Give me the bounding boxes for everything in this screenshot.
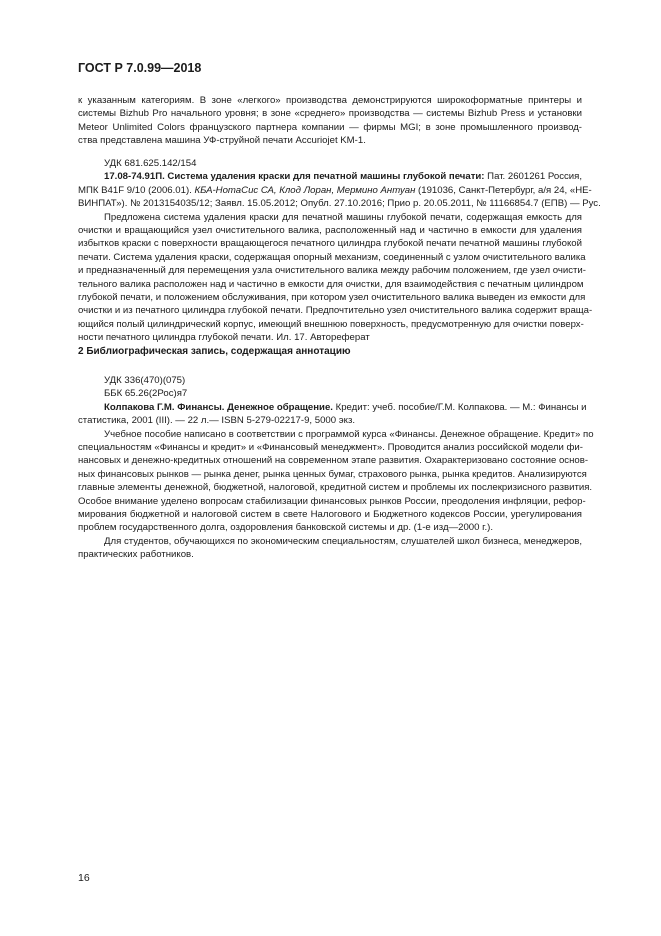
abstract-line: тельного валика расположен над и частично в емкости для очистки, для взаимодействия с печатным цилиндром xyxy=(78,278,584,290)
page-number: 16 xyxy=(78,872,90,884)
abstract-line: ющийся полый цилиндрический корпус, имеющий внешнюю поверхность, предусмотренную для очистки поверх- xyxy=(78,318,584,330)
record-1 xyxy=(78,157,601,344)
udc-code: УДК 681.625.142/154 xyxy=(104,158,197,169)
abstract-line: избытков краски с поверхности вращающегося печатного цилиндра глубокой печати печатной машины глубокой xyxy=(78,238,582,250)
text-line: Meteor Unlimited Colors французского партнера компании — фирмы MGI; в зоне промышленного производ- xyxy=(78,121,582,133)
abstract-line: Предложена система удаления краски для печатной машины глубокой печати, содержащая емкость для xyxy=(104,211,582,223)
record-imprint-line: статистика, 2001 (III). — 22 л.— ISBN 5-279-02217-9, 5000 экз. xyxy=(78,415,356,427)
record-imprint-line xyxy=(78,184,592,197)
record-imprint-line: ВИНПАТ»). № 2013154035/12; Заявл. 15.05.2012; Опубл. 27.10.2016; Прио р. 20.05.2011, № 11166854.7 (ЕПВ) — Рус. xyxy=(78,198,601,210)
record-2 xyxy=(78,374,594,561)
text-line: к указанным категориям. В зоне «легкого» производства демонстрируются широкоформатные принтеры и xyxy=(78,95,582,106)
abstract-line: очистки и из печатного цилиндра глубокой печати. Предпочтительно узел очистительного валика содержит враща- xyxy=(78,305,593,317)
intro-paragraph xyxy=(78,94,582,148)
record-title: Колпакова Г.М. Финансы. Денежное обращение. xyxy=(104,401,333,413)
record-title-rest: Пат. 2601261 Россия, xyxy=(484,171,583,183)
record-title-line xyxy=(78,401,587,414)
abstract-line: печати. Система удаления краски, содержащая опорный механизм, соединенный с узлом очистительного валика xyxy=(78,251,586,263)
abstract-line: глубокой печати, и положением обслуживания, при котором узел очистительного валика выведен из емкости для xyxy=(78,291,586,303)
abstract-line: Учебное пособие написано в соответствии с программой курса «Финансы. Денежное обращение. Кредит» по xyxy=(104,428,594,440)
section-heading: 2 Библиографическая запись, содержащая аннотацию xyxy=(78,346,351,357)
abstract-line: специальностям «Финансы и кредит» и «Финансовый менеджмент». Проводится анализ российской модели фи- xyxy=(78,441,583,453)
udc-code: УДК 336(470)(075) xyxy=(104,375,186,386)
audience-line: практических работников. xyxy=(78,549,194,561)
abstract-line: главные элементы денежной, бюджетной, налоговой, кредитной систем и проблемы их послекризисного развития. xyxy=(78,482,593,494)
abstract-line: Особое внимание уделено вопросам стабилизации финансовых рынков России, преодоления инфляции, рефор- xyxy=(78,495,586,507)
record-imprint-end: (191036, Санкт-Петербург, а/я 24, «НЕ- xyxy=(415,184,592,196)
abstract-line: нансовых и денежно-кредитных отношений на современном этапе развития. Охарактеризовано состояние основ- xyxy=(78,455,589,467)
abstract-line: проблем государственного долга, оздоровления банковской системы и др. (1-е изд—2000 г.). xyxy=(78,522,493,534)
document-header: ГОСТ Р 7.0.99—2018 xyxy=(78,61,202,75)
record-authors: КБА-НотаСис СА, Клод Лоран, Мермино Антуан xyxy=(194,184,416,196)
record-title-rest: Кредит: учеб. пособие/Г.М. Колпакова. — М.: Финансы и xyxy=(332,401,587,413)
abstract-line: и предназначенный для перемещения узла очистительного валика между рабочим положением, где узел очисти- xyxy=(78,265,586,277)
audience-line: Для студентов, обучающихся по экономическим специальностям, слушателей школ бизнеса, менеджеров, xyxy=(104,535,583,547)
record-title: 17.08-74.91П. Система удаления краски для печатной машины глубокой печати: xyxy=(104,171,485,183)
text-line: ства представлена машина УФ-струйной печати Accuriojet KM-1. xyxy=(78,135,366,147)
abstract-line: ности печатного цилиндра глубокой печати. Ил. 17. Автореферат xyxy=(78,332,370,344)
record-title-line xyxy=(78,170,582,183)
record-imprint-start: МПК B41F 9/10 (2006.01). xyxy=(78,184,195,196)
abstract-line: ных финансовых рынков — рынка денег, рынка ценных бумаг, страхового рынка, рынка кредитов. Анализируются xyxy=(78,468,587,480)
abstract-line: очистки и вращающийся узел очистительного валика, расположенный над и частично в емкости для удаления xyxy=(78,224,582,236)
bbk-code: ББК 65.26(2Рос)я7 xyxy=(104,388,188,400)
text-line: системы Bizhub Pro начального уровня; в зоне «среднего» производства — системы Bizhub Press и установки xyxy=(78,108,582,120)
abstract-line: мирования бюджетной и налоговой систем в свете Налогового и Бюджетного кодексов России, урегулирования xyxy=(78,508,582,520)
